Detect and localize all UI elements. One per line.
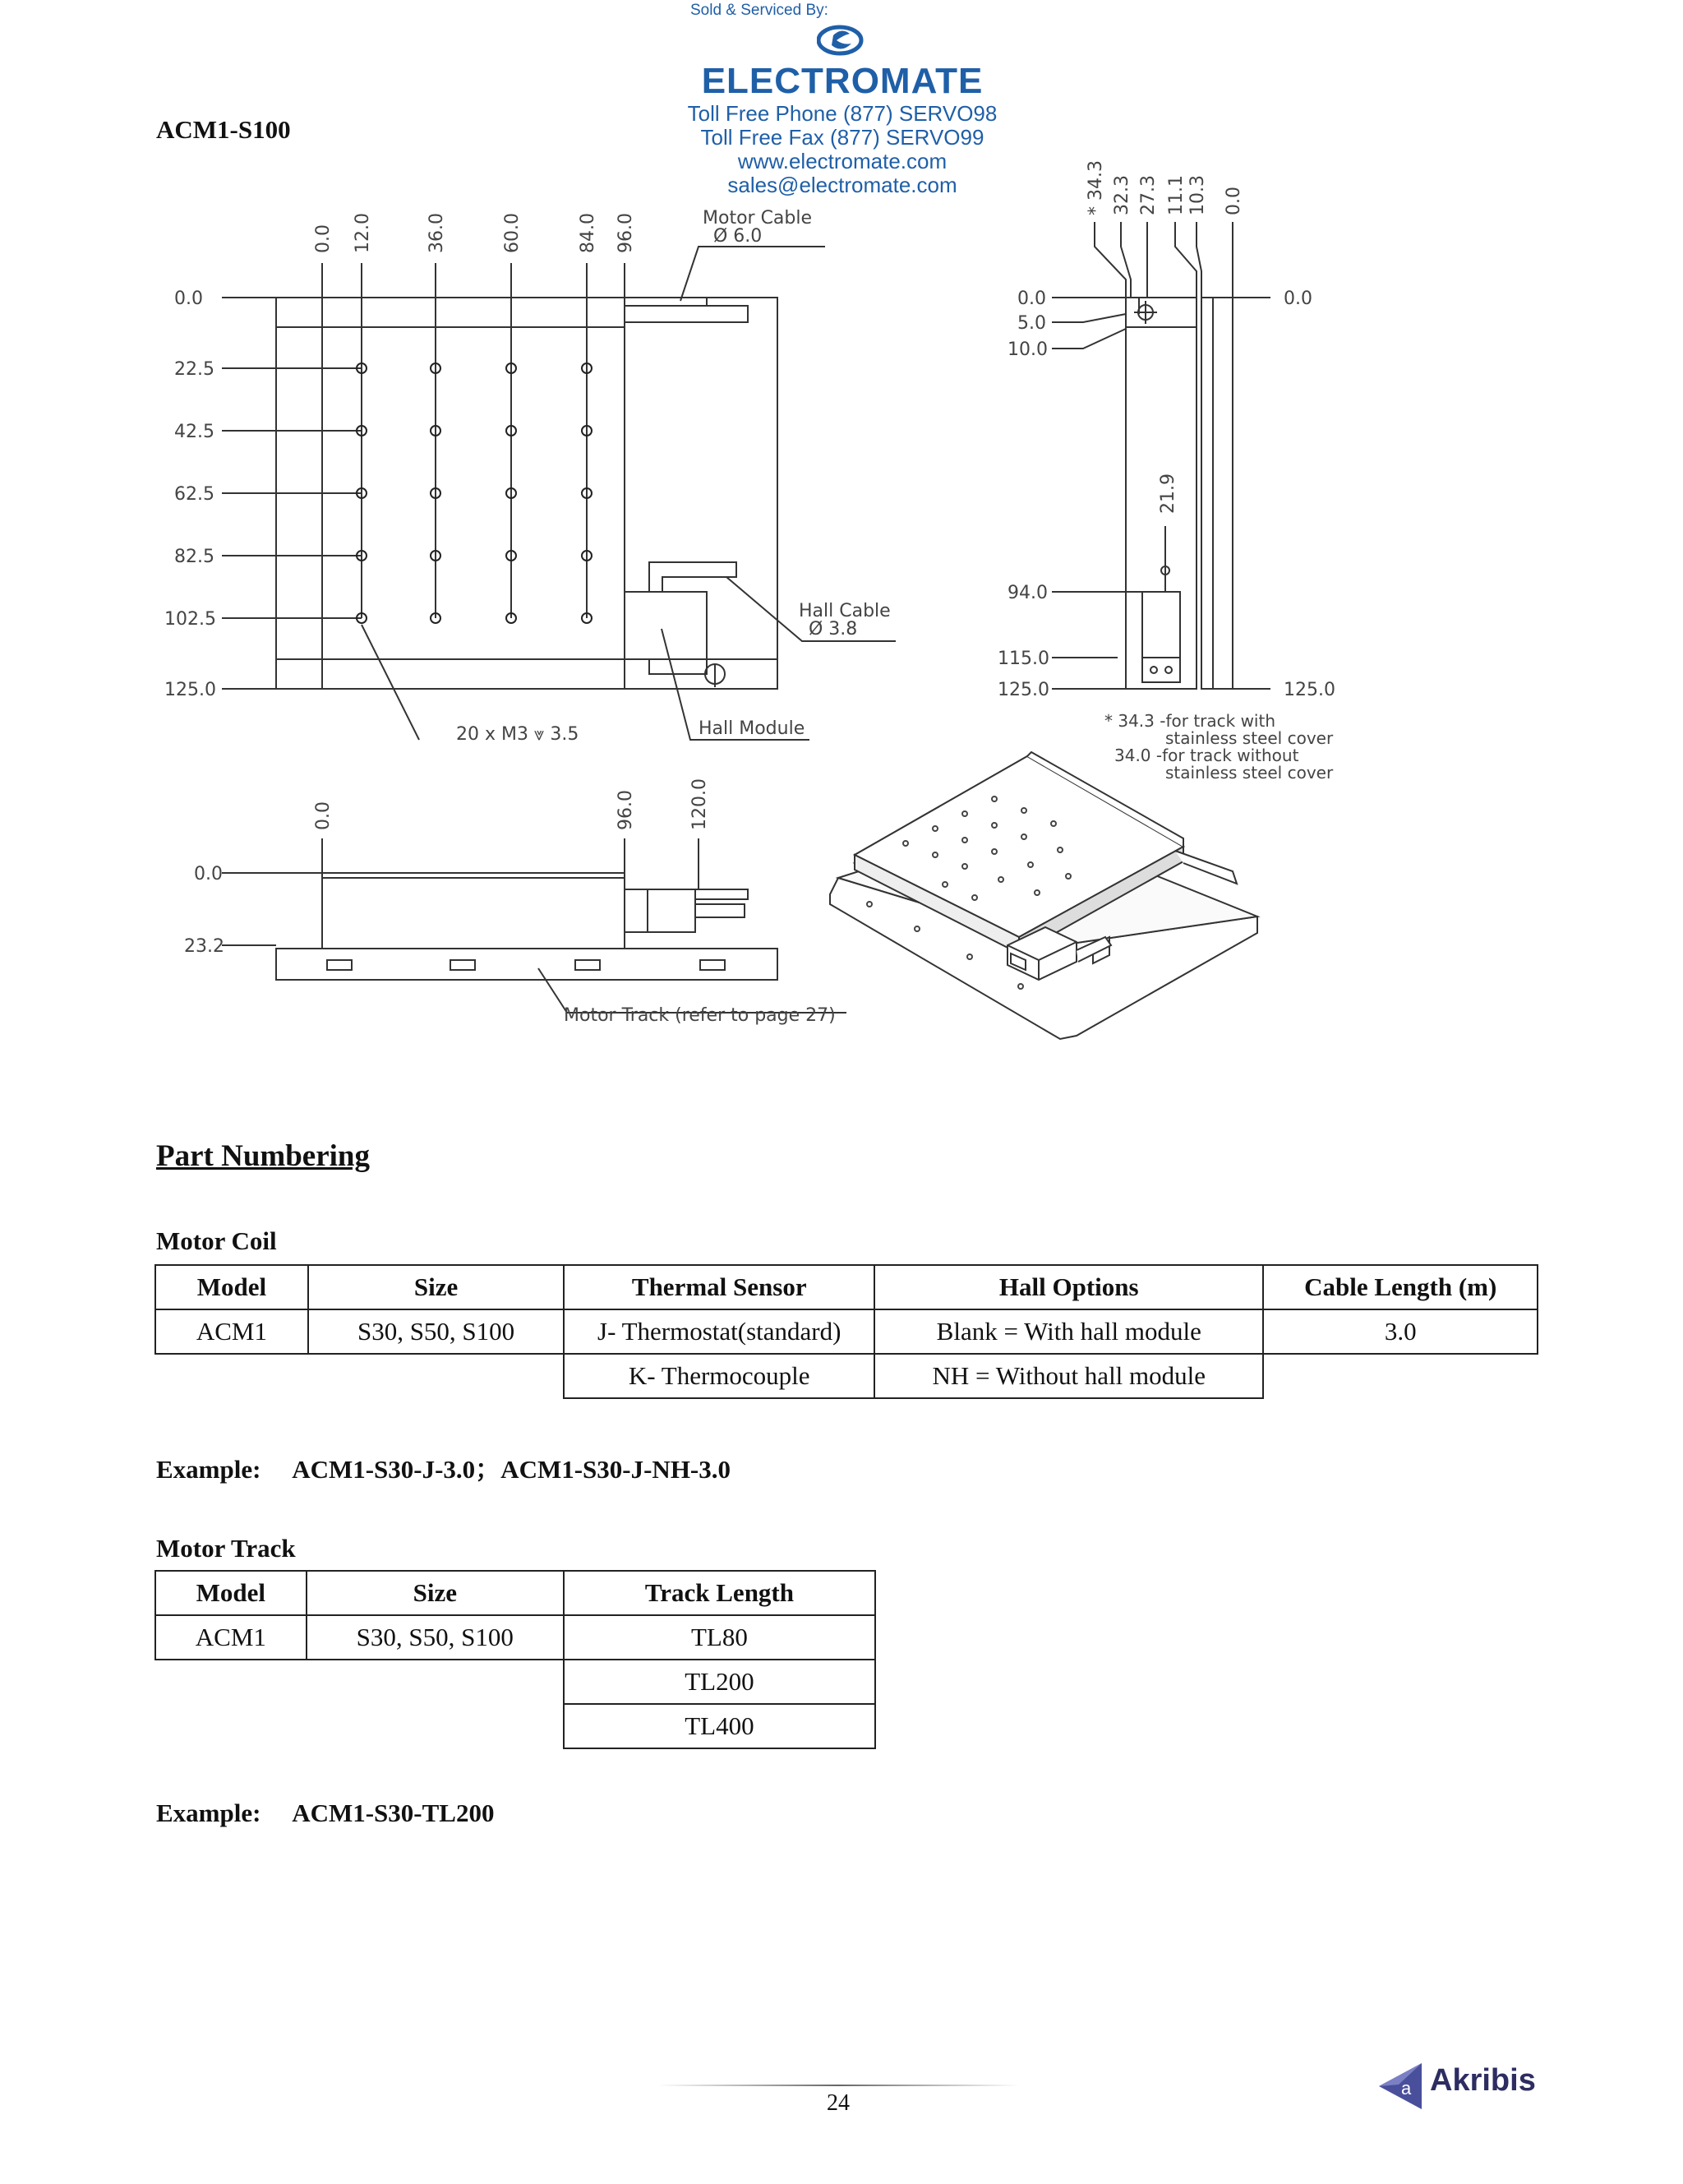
- table-row: [155, 1660, 875, 1704]
- cell-cable: 3.0: [1263, 1309, 1538, 1354]
- cell-track-length: TL400: [564, 1704, 875, 1748]
- motor-coil-table: [154, 1264, 1538, 1399]
- side-dim-y-4: 115.0: [998, 649, 1049, 669]
- front-dim-y-1: 23.2: [184, 936, 224, 957]
- cell-hall: NH = Without hall module: [874, 1354, 1263, 1398]
- table-row: [155, 1354, 1538, 1398]
- col-header-model: Model: [155, 1265, 308, 1309]
- website-link[interactable]: www.electromate.com: [737, 149, 948, 173]
- dim-x-0: 0.0: [313, 224, 334, 253]
- dim-y-3: 62.5: [174, 484, 214, 505]
- front-dim-x-0: 0.0: [313, 801, 334, 830]
- cell-size: S30, S50, S100: [307, 1615, 564, 1660]
- dim-x-2: 36.0: [427, 213, 447, 253]
- table-row: [155, 1309, 1538, 1354]
- col-header-cable: Cable Length (m): [1263, 1265, 1538, 1309]
- side-dim-y-0: 0.0: [1017, 289, 1046, 309]
- cell-size: S30, S50, S100: [308, 1309, 565, 1354]
- side-dim-x-2: 27.3: [1138, 175, 1159, 215]
- side-note-2: stainless steel cover: [1165, 728, 1334, 748]
- page-number: 24: [827, 2090, 850, 2116]
- dim-y-4: 82.5: [174, 547, 214, 567]
- col-header-model: Model: [155, 1571, 307, 1615]
- side-dim-y-3: 94.0: [1007, 583, 1048, 603]
- dim-x-1: 12.0: [353, 213, 373, 253]
- dim-y-5: 102.5: [164, 609, 216, 630]
- dim-x-4: 84.0: [578, 213, 598, 253]
- side-dim-x-5: 0.0: [1224, 187, 1244, 215]
- cell-thermal: J- Thermostat(standard): [564, 1309, 874, 1354]
- side-dim-x-0: * 34.3: [1086, 160, 1106, 215]
- cell-model: ACM1: [155, 1615, 307, 1660]
- col-header-size: Size: [308, 1265, 565, 1309]
- col-header-size: Size: [307, 1571, 564, 1615]
- side-dim-x-1: 32.3: [1112, 175, 1132, 215]
- akribis-logo-icon: [1374, 2060, 1427, 2112]
- table-row: [155, 1615, 875, 1660]
- model-title: ACM1-S100: [156, 115, 291, 144]
- front-dim-x-1: 96.0: [616, 790, 636, 830]
- table-header-row: [155, 1571, 875, 1615]
- cell-model: ACM1: [155, 1309, 308, 1354]
- side-note-1: * 34.3 -for track with: [1104, 711, 1276, 731]
- part-numbering-heading: Part Numbering: [156, 1139, 370, 1173]
- side-inner-dim: 21.9: [1158, 473, 1178, 514]
- motor-track-title: Motor Track: [156, 1534, 296, 1563]
- motor-cable-dia: Ø 6.0: [713, 226, 763, 247]
- side-dim-right-0: 0.0: [1284, 289, 1312, 309]
- brand-label: ELECTROMATE: [701, 61, 984, 101]
- empty-cell: [155, 1660, 307, 1704]
- col-header-hall: Hall Options: [874, 1265, 1263, 1309]
- dim-x-3: 60.0: [502, 213, 523, 253]
- example-label: Example:: [156, 1798, 261, 1827]
- cell-thermal: K- Thermocouple: [564, 1354, 874, 1398]
- dim-y-1: 22.5: [174, 359, 214, 380]
- side-dim-y-5: 125.0: [998, 680, 1049, 700]
- logo-letter: a: [1401, 2078, 1412, 2099]
- side-dim-y-1: 5.0: [1017, 313, 1046, 334]
- example-label: Example:: [156, 1455, 261, 1484]
- col-header-thermal: Thermal Sensor: [564, 1265, 874, 1309]
- email-link[interactable]: sales@electromate.com: [727, 173, 957, 197]
- isometric-view: [830, 752, 1257, 1039]
- dim-y-2: 42.5: [174, 422, 214, 442]
- table-header-row: [155, 1265, 1538, 1309]
- cell-hall: Blank = With hall module: [874, 1309, 1263, 1354]
- motor-coil-example: [156, 1448, 731, 1485]
- sold-by-text: Sold & Serviced By:: [690, 2, 828, 19]
- motor-track-example: [156, 1798, 494, 1828]
- side-dim-x-4: 10.3: [1187, 175, 1208, 215]
- dim-y-0: 0.0: [174, 289, 203, 309]
- motor-coil-title: Motor Coil: [156, 1226, 277, 1255]
- hall-cable-label: Hall Cable: [799, 601, 891, 621]
- side-note-3: 34.0 -for track without: [1114, 746, 1299, 765]
- holes-note: 20 x M3 ⩔ 3.5: [456, 724, 579, 745]
- hall-module-label: Hall Module: [699, 718, 805, 739]
- dim-x-5: 96.0: [616, 213, 636, 253]
- track-label: Motor Track (refer to page 27): [564, 1005, 836, 1026]
- akribis-logo-text: Akribis: [1430, 2063, 1536, 2098]
- side-dim-right-1: 125.0: [1284, 680, 1335, 700]
- example-value: ACM1-S30-TL200: [292, 1798, 495, 1827]
- front-dim-x-2: 120.0: [689, 778, 710, 830]
- hall-cable-dia: Ø 3.8: [809, 619, 858, 640]
- footer-divider: [657, 2085, 1019, 2086]
- empty-cell: [155, 1704, 307, 1748]
- empty-cell: [155, 1354, 308, 1398]
- table-row: [155, 1704, 875, 1748]
- col-header-track-length: Track Length: [564, 1571, 875, 1615]
- side-note-4: stainless steel cover: [1165, 763, 1334, 783]
- empty-cell: [1263, 1354, 1538, 1398]
- side-dim-x-3: 11.1: [1166, 175, 1187, 215]
- phone-text: Toll Free Phone (877) SERVO98: [687, 101, 998, 126]
- cell-track-length: TL80: [564, 1615, 875, 1660]
- front-dim-y-0: 0.0: [194, 864, 223, 884]
- dim-y-6: 125.0: [164, 680, 216, 700]
- fax-text: Toll Free Fax (877) SERVO99: [700, 125, 984, 150]
- hall-module-outline: [625, 592, 707, 659]
- empty-cell: [307, 1704, 564, 1748]
- empty-cell: [308, 1354, 565, 1398]
- dimension-drawing: [0, 0, 1683, 1069]
- example-value: ACM1-S30-J-3.0；ACM1-S30-J-NH-3.0: [292, 1455, 731, 1484]
- cell-track-length: TL200: [564, 1660, 875, 1704]
- side-dim-y-2: 10.0: [1007, 339, 1048, 360]
- motor-track-table: [154, 1570, 876, 1749]
- motor-cable-label: Motor Cable: [703, 208, 813, 229]
- empty-cell: [307, 1660, 564, 1704]
